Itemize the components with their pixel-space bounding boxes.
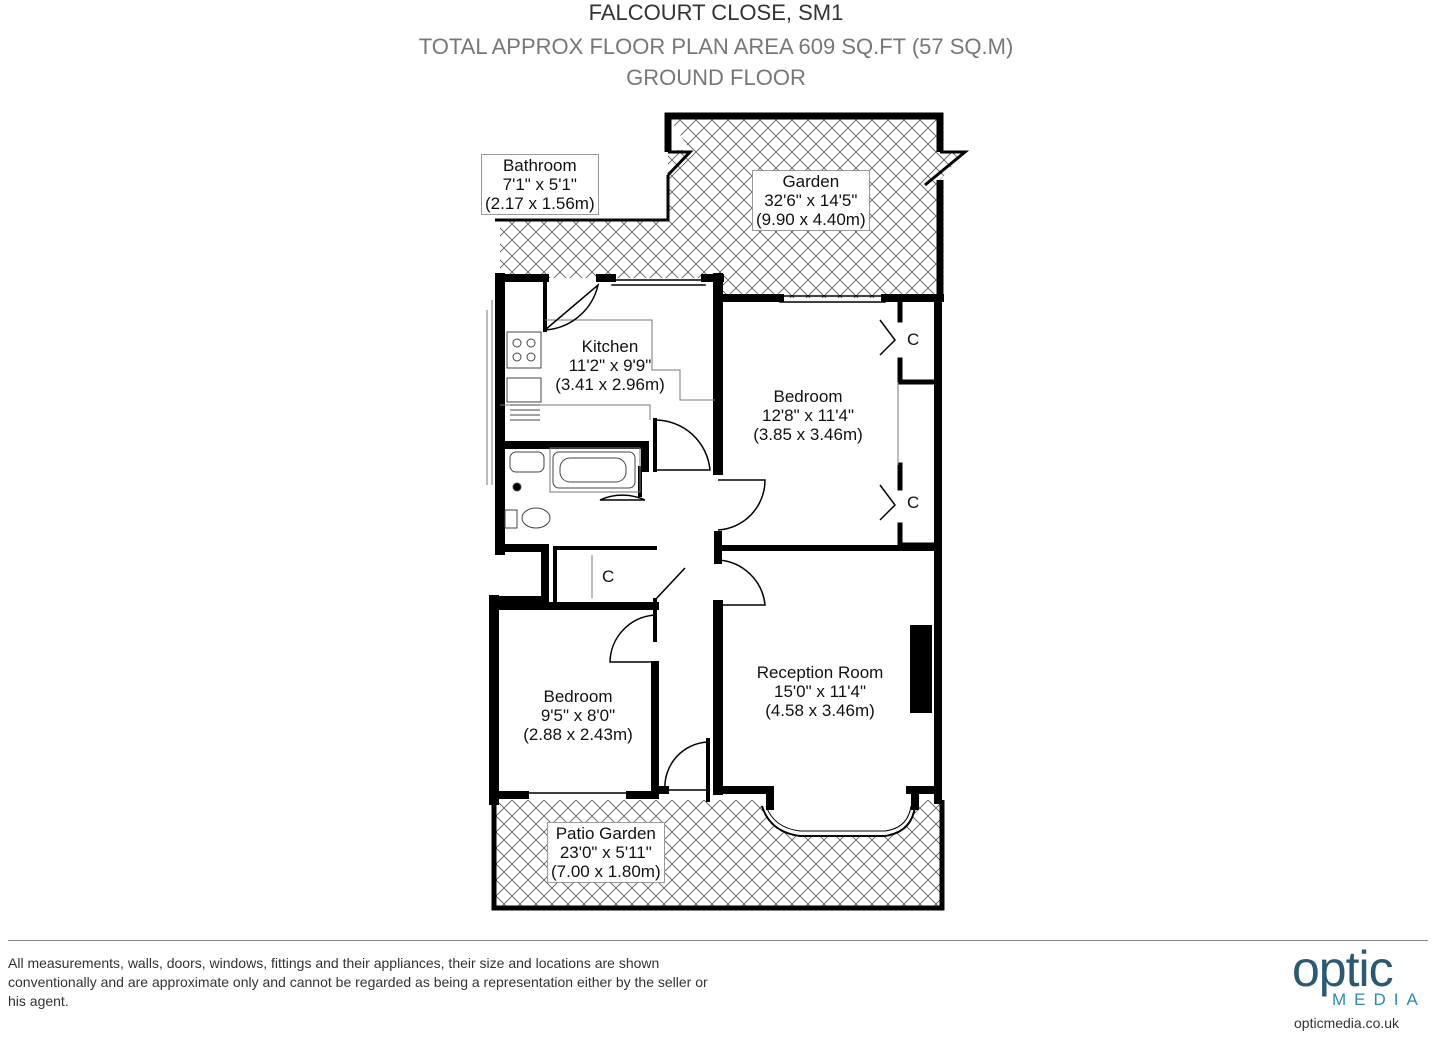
cupboard-label: C <box>602 567 615 586</box>
kitchen-imperial: 11'2" x 9'9" <box>568 356 652 375</box>
bathroom-imperial: 7'1" x 5'1" <box>502 175 577 194</box>
kitchen-metric: (3.41 x 2.96m) <box>555 375 665 394</box>
bathroom-metric: (2.17 x 1.56m) <box>485 194 595 213</box>
total-area: TOTAL APPROX FLOOR PLAN AREA 609 SQ.FT (57 SQ.M) <box>418 34 1014 59</box>
logo-sub: MEDIA <box>1332 990 1426 1009</box>
reception-imperial: 15'0" x 11'4" <box>774 682 866 701</box>
patio-imperial: 23'0" x 5'11" <box>559 843 652 862</box>
bedroom-1-label <box>740 387 876 444</box>
bedroom-1-metric: (3.85 x 3.46m) <box>753 425 863 444</box>
reception-name: Reception Room <box>756 663 884 682</box>
reception-metric: (4.58 x 3.46m) <box>765 701 875 720</box>
bathroom-label <box>481 154 599 215</box>
logo-url: opticmedia.co.uk <box>1294 1015 1400 1031</box>
optic-media-logo <box>1290 941 1430 1034</box>
patio-label <box>547 822 665 883</box>
cupboard-label: C <box>907 330 920 349</box>
kitchen-name: Kitchen <box>581 337 639 356</box>
garden-label <box>752 170 870 231</box>
disclaimer-text: All measurements, walls, doors, windows, fittings and their appliances, their size and locations are shown conventionally and are approximate only and cannot be regarded as being a representation either by the seller or his agent. <box>8 955 708 1009</box>
garden-metric: (9.90 x 4.40m) <box>756 210 866 229</box>
patio-name: Patio Garden <box>555 824 656 843</box>
footer-divider <box>8 940 1428 941</box>
logo-word: optic <box>1292 941 1393 997</box>
kitchen-fittings <box>507 332 541 420</box>
kitchen-label <box>545 337 675 394</box>
cupboard-label: C <box>907 493 920 512</box>
reception-label <box>745 663 895 720</box>
floor-name: GROUND FLOOR <box>626 65 806 90</box>
bedroom-2-name: Bedroom <box>543 687 613 706</box>
bedroom-1-name: Bedroom <box>773 387 843 406</box>
plan-title: FALCOURT CLOSE, SM1 <box>588 0 844 25</box>
patio-metric: (7.00 x 1.80m) <box>551 862 661 881</box>
garden-name: Garden <box>782 172 840 191</box>
bedroom-2-metric: (2.88 x 2.43m) <box>523 725 633 744</box>
bedroom-2-label <box>512 687 644 744</box>
bedroom-2-imperial: 9'5" x 8'0" <box>540 706 616 725</box>
bathroom-fittings <box>505 452 635 528</box>
bathroom-name: Bathroom <box>502 156 577 175</box>
garden-imperial: 32'6" x 14'5" <box>764 191 858 210</box>
bedroom-1-imperial: 12'8" x 11'4" <box>762 406 854 425</box>
